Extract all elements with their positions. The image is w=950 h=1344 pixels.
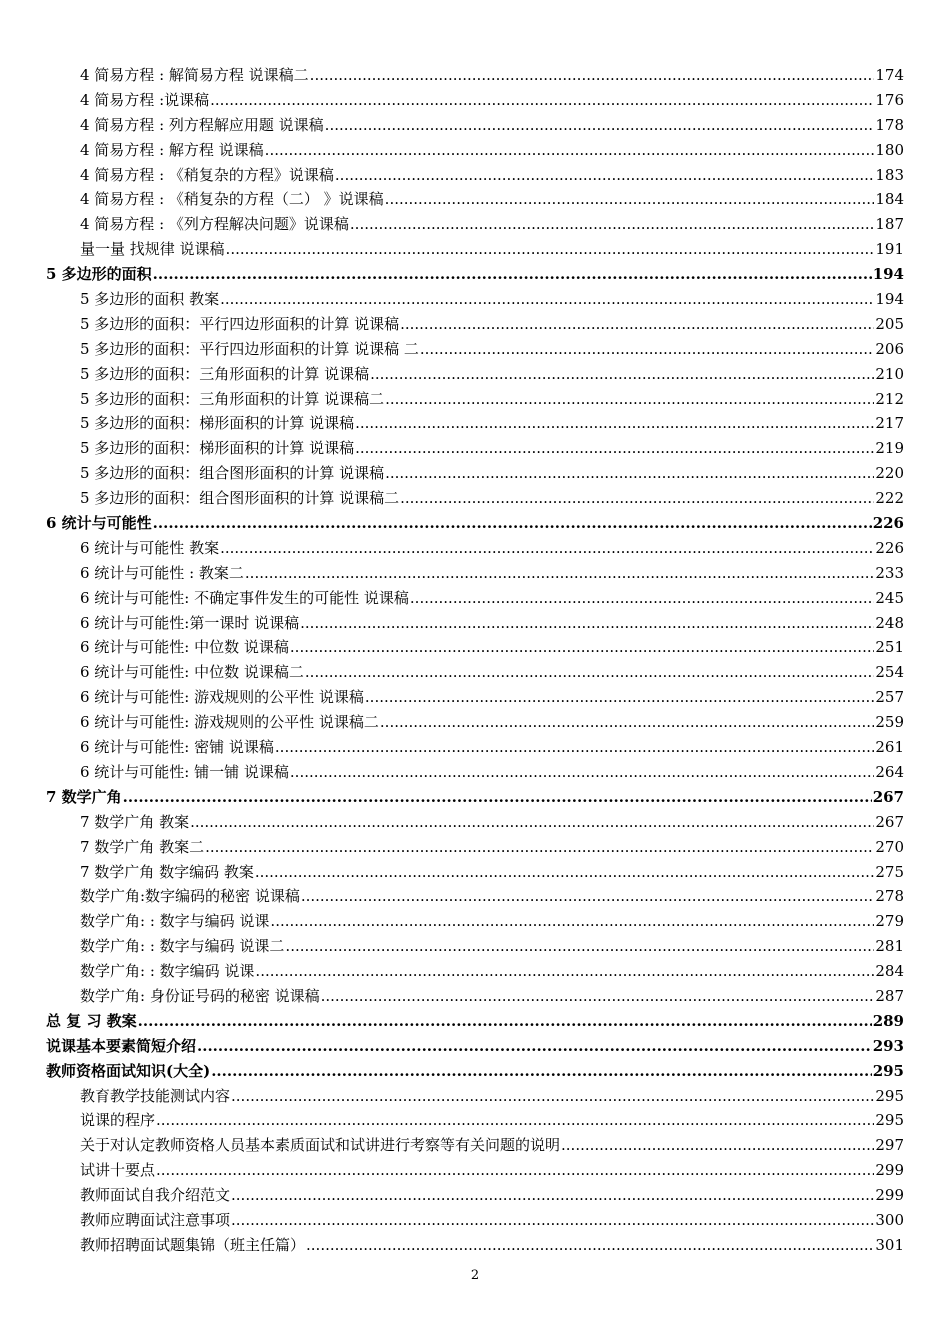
toc-entry[interactable]: [46, 635, 904, 660]
toc-entry-page: 254: [875, 663, 904, 682]
toc-entry-page: 174: [875, 66, 904, 84]
toc-entry-page: 210: [875, 364, 904, 383]
dot-leader: [190, 810, 874, 835]
toc-entry[interactable]: [46, 113, 904, 138]
toc-entry[interactable]: [46, 884, 904, 909]
toc-entry-page: 289: [872, 1011, 904, 1030]
toc-entry[interactable]: [46, 212, 904, 237]
toc-entry-title: 教师面试自我介绍范文: [80, 1186, 231, 1205]
toc-entry-title: 4 简易方程 : 《稍复杂的方程》说课稿: [80, 165, 334, 184]
toc-entry-page: 279: [875, 912, 904, 931]
toc-entry-page: 264: [875, 762, 904, 781]
dot-leader: [385, 187, 875, 212]
dot-leader: [123, 785, 872, 810]
toc-entry-title: 5 多边形的面积：组合图形面积的计算 说课稿二: [80, 489, 400, 508]
toc-entry-title: 6 统计与可能性 教案: [80, 538, 220, 557]
toc-entry[interactable]: [46, 1183, 904, 1208]
toc-entry-title: 量一量 找规律 说课稿: [80, 240, 225, 259]
toc-entry-title: 教育教学技能测试内容: [80, 1086, 231, 1105]
toc-entry-page: 287: [875, 986, 904, 1005]
toc-entry[interactable]: [46, 760, 904, 785]
dot-leader: [305, 660, 874, 685]
dot-leader: [210, 88, 874, 113]
toc-entry[interactable]: [46, 660, 904, 685]
toc-entry-page: 295: [872, 1061, 904, 1080]
toc-entry-title: 教师招聘面试题集锦（班主任篇）: [80, 1235, 306, 1254]
toc-section-entry[interactable]: [46, 1009, 904, 1034]
dot-leader: [380, 710, 874, 735]
toc-entry-title: 说课的程序: [80, 1111, 156, 1130]
toc-entry-page: 178: [875, 115, 904, 134]
toc-section-entry[interactable]: [46, 1059, 904, 1084]
toc-entry[interactable]: [46, 959, 904, 984]
dot-leader: [306, 1233, 874, 1258]
toc-entry[interactable]: [46, 1208, 904, 1233]
toc-entry-page: 245: [875, 588, 904, 607]
dot-leader: [205, 835, 874, 860]
toc-entry-page: 248: [875, 613, 904, 632]
toc-entry-title: 4 简易方程 :说课稿: [80, 90, 210, 109]
toc-entry-title: 总 复 习 教案: [46, 1011, 137, 1030]
toc-entry-page: 220: [875, 464, 904, 483]
toc-entry-page: 301: [875, 1235, 904, 1254]
toc-entry-title: 5 多边形的面积：平行四边形面积的计算 说课稿: [80, 314, 400, 333]
toc-entry-page: 187: [875, 215, 904, 234]
dot-leader: [231, 1208, 874, 1233]
toc-entry-page: 219: [875, 439, 904, 458]
dot-leader: [290, 760, 874, 785]
toc-entry-page: 206: [875, 339, 904, 358]
toc-entry[interactable]: [46, 287, 904, 312]
toc-entry-page: 275: [875, 862, 904, 881]
toc-entry-page: 226: [872, 514, 904, 533]
dot-leader: [300, 611, 874, 636]
toc-entry-title: 7 数学广角 教案: [80, 812, 190, 831]
toc-entry-page: 295: [875, 1086, 904, 1105]
toc-entry[interactable]: [46, 984, 904, 1009]
dot-leader: [255, 860, 875, 885]
dot-leader: [385, 461, 874, 486]
toc-entry-title: 4 简易方程 : 《稍复杂的方程（二） 》说课稿: [80, 190, 384, 209]
toc-entry-title: 试讲十要点: [80, 1161, 156, 1180]
toc-entry-page: 191: [875, 240, 904, 259]
toc-entry[interactable]: [46, 337, 904, 362]
toc-entry-title: 4 简易方程 : 解方程 说课稿: [80, 140, 264, 159]
dot-leader: [220, 536, 874, 561]
toc-entry-title: 4 简易方程 : 解简易方程 说课稿二: [80, 66, 309, 84]
dot-leader: [245, 561, 874, 586]
toc-entry-title: 4 简易方程 : 《列方程解决问题》说课稿: [80, 215, 349, 234]
toc-entry-page: 300: [875, 1210, 904, 1229]
toc-entry-title: 5 多边形的面积: [46, 265, 152, 284]
dot-leader: [231, 1084, 874, 1109]
toc-entry-page: 299: [875, 1186, 904, 1205]
dot-leader: [275, 735, 874, 760]
toc-entry[interactable]: [46, 1233, 904, 1258]
toc-entry-title: 6 统计与可能性: [46, 514, 152, 533]
toc-entry[interactable]: [46, 237, 904, 262]
toc-entry-title: 5 多边形的面积：梯形面积的计算 说课稿: [80, 414, 355, 433]
dot-leader: [321, 984, 875, 1009]
toc-entry[interactable]: [46, 436, 904, 461]
dot-leader: [355, 411, 874, 436]
toc-entry-page: 261: [875, 738, 904, 757]
dot-leader: [410, 586, 874, 611]
toc-entry[interactable]: [46, 909, 904, 934]
toc-entry-title: 6 统计与可能性:第一课时 说课稿: [80, 613, 300, 632]
toc-entry[interactable]: [46, 312, 904, 337]
dot-leader: [325, 113, 875, 138]
toc-entry-title: 数学广角: : 数字与编码 说课: [80, 912, 270, 931]
dot-leader: [285, 934, 874, 959]
dot-leader: [301, 884, 875, 909]
dot-leader: [265, 138, 875, 163]
toc-entry-title: 6 统计与可能性 : 教案二: [80, 563, 244, 582]
dot-leader: [156, 1108, 874, 1133]
toc-entry-page: 297: [875, 1136, 904, 1155]
dot-leader: [310, 63, 875, 88]
dot-leader: [138, 1009, 872, 1034]
toc-entry-page: 233: [875, 563, 904, 582]
toc-entry-title: 6 统计与可能性: 密铺 说课稿: [80, 738, 274, 757]
toc-entry-title: 5 多边形的面积：组合图形面积的计算 说课稿: [80, 464, 385, 483]
toc-entry-page: 267: [875, 812, 904, 831]
toc-entry-title: 6 统计与可能性: 中位数 说课稿二: [80, 663, 304, 682]
toc-entry-page: 176: [875, 90, 904, 109]
toc-entry[interactable]: [46, 586, 904, 611]
dot-leader: [400, 486, 874, 511]
toc-section-entry[interactable]: [46, 262, 904, 287]
toc-entry[interactable]: [46, 710, 904, 735]
toc-entry[interactable]: [46, 1133, 904, 1158]
toc-entry[interactable]: [46, 163, 904, 188]
toc-entry[interactable]: [46, 1158, 904, 1183]
toc-entry-title: 6 统计与可能性: 中位数 说课稿: [80, 638, 289, 657]
toc-entry-page: 194: [872, 265, 904, 284]
toc-entry-page: 222: [875, 489, 904, 508]
toc-entry[interactable]: [46, 835, 904, 860]
dot-leader: [370, 362, 874, 387]
dot-leader: [365, 685, 874, 710]
toc-entry-title: 6 统计与可能性: 不确定事件发生的可能性 说课稿: [80, 588, 409, 607]
dot-leader: [350, 212, 874, 237]
toc-entry-page: 205: [875, 314, 904, 333]
dot-leader: [156, 1158, 874, 1183]
dot-leader: [335, 163, 874, 188]
dot-leader: [153, 511, 872, 536]
toc-entry-title: 数学广角: : 数字编码 说课: [80, 962, 255, 981]
toc-entry-title: 6 统计与可能性: 游戏规则的公平性 说课稿: [80, 688, 364, 707]
toc-entry-title: 教师资格面试知识(大全): [46, 1061, 211, 1080]
dot-leader: [153, 262, 872, 287]
toc-entry-title: 5 多边形的面积 教案: [80, 290, 220, 309]
toc-entry[interactable]: [46, 810, 904, 835]
toc-entry-page: 212: [875, 389, 904, 408]
toc-entry-page: 259: [875, 713, 904, 732]
toc-entry-page: 299: [875, 1161, 904, 1180]
toc-entry[interactable]: [46, 63, 904, 88]
toc-entry-title: 7 数学广角 教案二: [80, 837, 205, 856]
toc-section-entry[interactable]: [46, 511, 904, 536]
dot-leader: [231, 1183, 874, 1208]
toc-section-entry[interactable]: [46, 785, 904, 810]
toc-entry-page: 281: [875, 937, 904, 956]
toc-entry-title: 数学广角:数字编码的秘密 说课稿: [80, 887, 300, 906]
toc-entry[interactable]: [46, 611, 904, 636]
toc-entry-title: 6 统计与可能性: 铺一铺 说课稿: [80, 762, 289, 781]
toc-entry-title: 5 多边形的面积：三角形面积的计算 说课稿: [80, 364, 370, 383]
toc-entry[interactable]: [46, 860, 904, 885]
toc-entry-title: 7 数学广角 数字编码 教案: [80, 862, 254, 881]
dot-leader: [420, 337, 875, 362]
toc-entry-title: 教师应聘面试注意事项: [80, 1210, 231, 1229]
toc-section-entry[interactable]: [46, 1034, 904, 1059]
dot-leader: [226, 237, 875, 262]
toc-entry-page: 194: [875, 290, 904, 309]
dot-leader: [220, 287, 874, 312]
toc-entry[interactable]: [46, 187, 904, 212]
toc-entry[interactable]: [46, 88, 904, 113]
toc-entry-page: 183: [875, 165, 904, 184]
toc-entry-page: 278: [875, 887, 904, 906]
toc-entry-page: 295: [875, 1111, 904, 1130]
toc-entry[interactable]: [46, 411, 904, 436]
toc-entry-page: 217: [875, 414, 904, 433]
toc-entry-page: 293: [872, 1036, 904, 1055]
toc-entry-title: 5 多边形的面积：梯形面积的计算 说课稿: [80, 439, 355, 458]
toc-entry[interactable]: [46, 461, 904, 486]
toc-entry-title: 关于对认定教师资格人员基本素质面试和试讲进行考察等有关问题的说明: [80, 1136, 561, 1155]
toc-entry[interactable]: [46, 362, 904, 387]
toc-entry-page: 251: [875, 638, 904, 657]
toc-entry[interactable]: [46, 138, 904, 163]
toc-entry[interactable]: [46, 1108, 904, 1133]
toc-entry-title: 数学广角: 身份证号码的秘密 说课稿: [80, 986, 320, 1005]
toc-entry-title: 数学广角: : 数字与编码 说课二: [80, 937, 285, 956]
toc-entry[interactable]: [46, 685, 904, 710]
toc-entry[interactable]: [46, 1084, 904, 1109]
dot-leader: [561, 1133, 874, 1158]
page-number: 2: [470, 1268, 480, 1283]
toc-entry-page: 267: [872, 787, 904, 806]
toc-entry-title: 6 统计与可能性: 游戏规则的公平性 说课稿二: [80, 713, 379, 732]
dot-leader: [270, 909, 874, 934]
dot-leader: [211, 1059, 871, 1084]
toc-entry-title: 4 简易方程 : 列方程解应用题 说课稿: [80, 115, 324, 134]
toc-entry-page: 180: [875, 140, 904, 159]
toc-entry-page: 284: [875, 962, 904, 981]
dot-leader: [385, 387, 874, 412]
toc-entry[interactable]: [46, 735, 904, 760]
toc-entry-page: 226: [875, 538, 904, 557]
toc-entry-page: 270: [875, 837, 904, 856]
table-of-contents: [46, 63, 904, 1258]
toc-entry-page: 257: [875, 688, 904, 707]
toc-entry-page: 184: [875, 190, 904, 209]
toc-entry[interactable]: [46, 934, 904, 959]
toc-entry-title: 5 多边形的面积：三角形面积的计算 说课稿二: [80, 389, 385, 408]
dot-leader: [400, 312, 874, 337]
toc-entry[interactable]: [46, 486, 904, 511]
dot-leader: [197, 1034, 872, 1059]
toc-entry-title: 说课基本要素简短介绍: [46, 1036, 197, 1055]
toc-entry[interactable]: [46, 561, 904, 586]
dot-leader: [290, 635, 874, 660]
dot-leader: [355, 436, 874, 461]
toc-entry[interactable]: [46, 387, 904, 412]
toc-entry-title: 5 多边形的面积：平行四边形面积的计算 说课稿 二: [80, 339, 419, 358]
toc-entry-title: 7 数学广角: [46, 787, 122, 806]
dot-leader: [255, 959, 874, 984]
toc-entry[interactable]: [46, 536, 904, 561]
